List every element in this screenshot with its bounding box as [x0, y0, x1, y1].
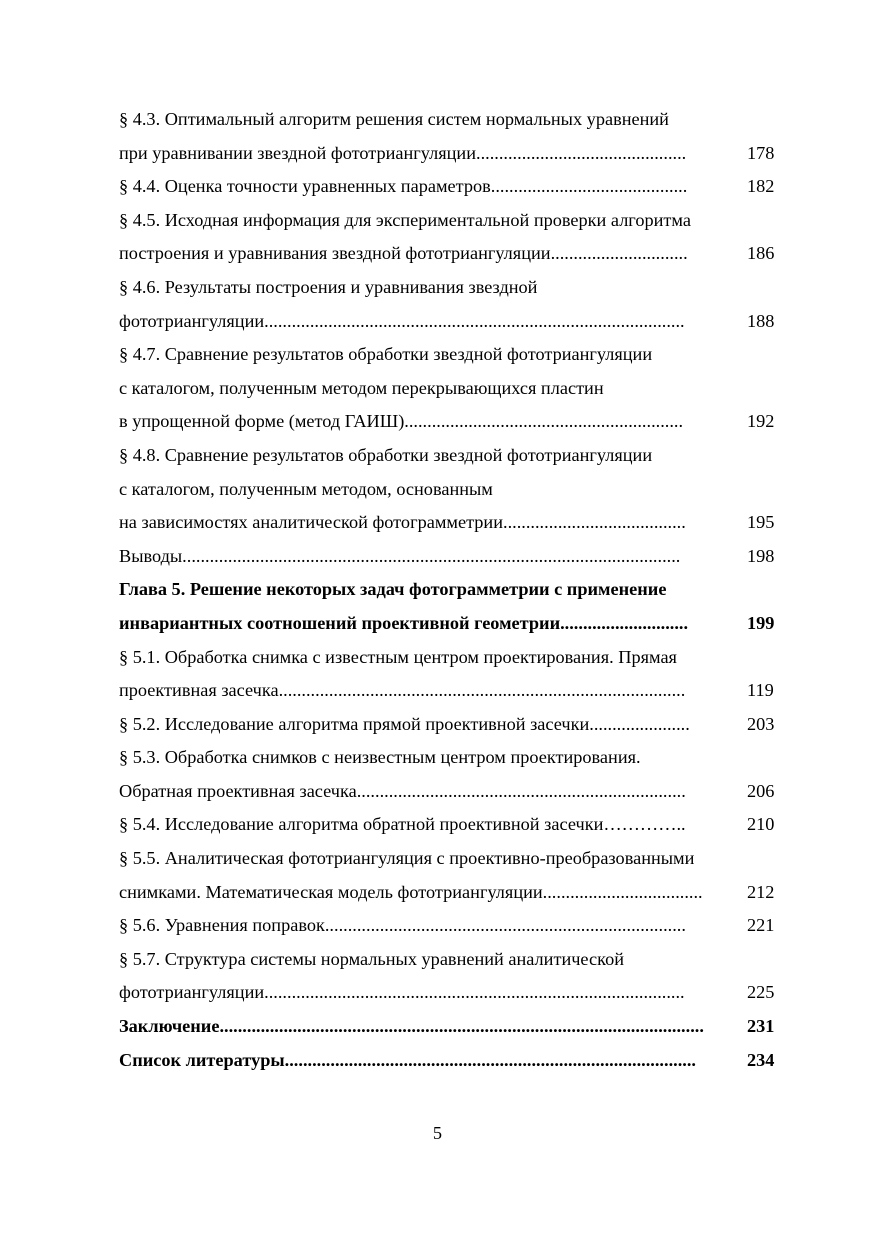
toc-entry-page-number: 188	[747, 310, 775, 331]
toc-line	[119, 775, 779, 809]
toc-line	[119, 808, 779, 842]
table-of-contents	[119, 103, 779, 1077]
page-number: 5	[432, 1123, 443, 1143]
toc-line	[119, 741, 779, 775]
toc-line	[119, 1044, 779, 1078]
toc-entry-text: инвариантных соотношений проективной геометрии............................	[119, 612, 689, 633]
toc-entry-page-number: 221	[747, 915, 775, 936]
toc-entry-text: фототриангуляции............................................................................................	[119, 310, 685, 331]
toc-entry-page-number: 119	[747, 680, 774, 701]
toc-line	[119, 1010, 779, 1044]
toc-line	[119, 674, 779, 708]
toc-entry-text: фототриангуляции............................................................................................	[119, 982, 685, 1003]
toc-entry-page-number: 231	[747, 1016, 775, 1037]
toc-line	[119, 573, 779, 607]
toc-entry-text: при уравнивании звездной фототриангуляции..............................................	[119, 142, 687, 163]
toc-line	[119, 506, 779, 540]
toc-entry-text: § 5.2. Исследование алгоритма прямой проективной засечки......................	[119, 713, 690, 734]
toc-line	[119, 137, 779, 171]
toc-entry-text: Глава 5. Решение некоторых задач фотограмметрии с применение	[119, 579, 667, 600]
toc-entry-text: с каталогом, полученным методом перекрывающихся пластин	[119, 377, 604, 398]
toc-line	[119, 909, 779, 943]
toc-entry-text: на зависимостях аналитической фотограмметрии........................................	[119, 512, 686, 533]
toc-entry-text: § 5.7. Структура системы нормальных уравнений аналитической	[119, 948, 624, 969]
toc-entry-text: § 5.1. Обработка снимка с известным центром проектирования. Прямая	[119, 646, 677, 667]
toc-line	[119, 305, 779, 339]
toc-line	[119, 237, 779, 271]
toc-entry-page-number: 186	[747, 243, 775, 264]
toc-entry-page-number: 203	[747, 713, 775, 734]
toc-line	[119, 842, 779, 876]
toc-entry-text: Обратная проективная засечка........................................................................	[119, 780, 686, 801]
toc-entry-page-number: 182	[747, 176, 775, 197]
toc-entry-page-number: 212	[747, 881, 775, 902]
toc-line	[119, 641, 779, 675]
toc-entry-text: § 4.8. Сравнение результатов обработки звездной фототриангуляции	[119, 444, 653, 465]
toc-entry-page-number: 192	[747, 411, 775, 432]
toc-entry-page-number: 195	[747, 512, 775, 533]
toc-entry-page-number: 199	[747, 612, 775, 633]
toc-line	[119, 876, 779, 910]
toc-entry-text: § 5.4. Исследование алгоритма обратной проективной засечки…………..	[119, 814, 686, 835]
toc-line	[119, 976, 779, 1010]
toc-entry-text: § 4.6. Результаты построения и уравнивания звездной	[119, 276, 538, 297]
toc-line	[119, 708, 779, 742]
toc-line	[119, 540, 779, 574]
toc-line	[119, 405, 779, 439]
toc-entry-page-number: 210	[747, 814, 775, 835]
toc-entry-page-number: 178	[747, 142, 775, 163]
toc-line	[119, 473, 779, 507]
toc-entry-page-number: 234	[747, 1049, 775, 1070]
toc-entry-text: проективная засечка.........................................................................................	[119, 680, 686, 701]
toc-entry-page-number: 198	[747, 545, 775, 566]
toc-entry-text: § 4.7. Сравнение результатов обработки звездной фототриангуляции	[119, 344, 653, 365]
toc-entry-text: § 5.6. Уравнения поправок...............................................................................	[119, 915, 686, 936]
toc-entry-text: Список литературы..........................................................................................	[119, 1049, 696, 1070]
toc-line	[119, 943, 779, 977]
toc-line	[119, 372, 779, 406]
toc-entry-text: построения и уравнивания звездной фототриангуляции..............................	[119, 243, 688, 264]
toc-entry-text: § 4.4. Оценка точности уравненных параметров...........................................	[119, 176, 688, 197]
toc-entry-text: снимками. Математическая модель фототриангуляции...................................	[119, 881, 703, 902]
toc-line	[119, 439, 779, 473]
toc-entry-text: Заключение..........................................................................................................	[119, 1016, 704, 1037]
toc-entry-text: § 5.3. Обработка снимков с неизвестным центром проектирования.	[119, 747, 641, 768]
toc-entry-text: § 4.5. Исходная информация для экспериментальной проверки алгоритма	[119, 209, 691, 230]
toc-entry-page-number: 225	[747, 982, 775, 1003]
toc-entry-text: Выводы.............................................................................................................	[119, 545, 681, 566]
toc-entry-text: § 5.5. Аналитическая фототриангуляция с проективно-преобразованными	[119, 848, 695, 869]
toc-line	[119, 338, 779, 372]
toc-entry-text: с каталогом, полученным методом, основанным	[119, 478, 493, 499]
toc-entry-text: § 4.3. Оптимальный алгоритм решения систем нормальных уравнений	[119, 109, 669, 129]
toc-line	[119, 204, 779, 238]
toc-line	[119, 103, 779, 137]
toc-line	[119, 170, 779, 204]
toc-entry-text: в упрощенной форме (метод ГАИШ).............................................................	[119, 411, 684, 432]
toc-line	[119, 271, 779, 305]
toc-entry-page-number: 206	[747, 780, 775, 801]
toc-line	[119, 607, 779, 641]
